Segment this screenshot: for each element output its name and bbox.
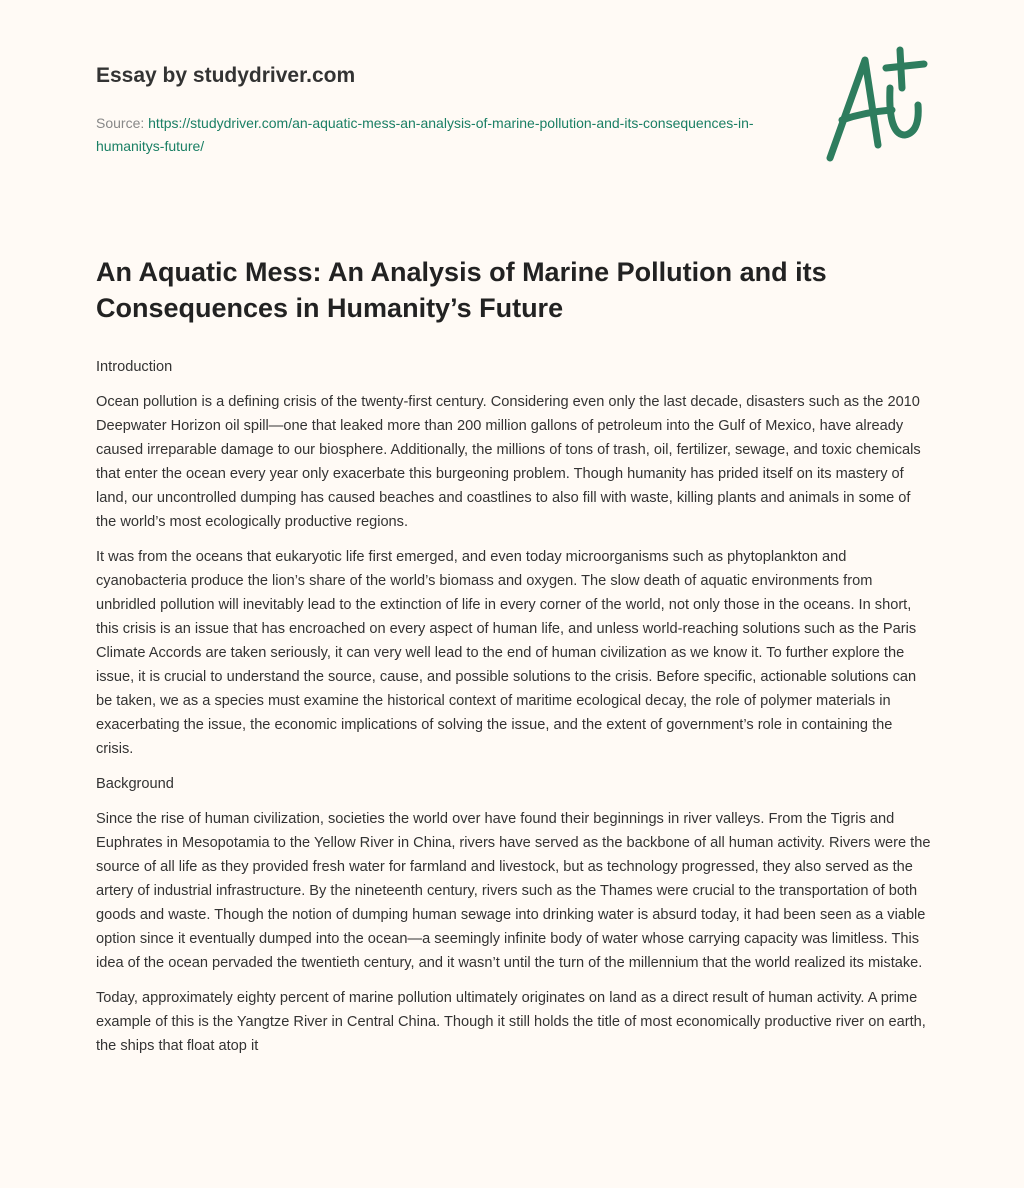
section-heading-background: Background — [96, 776, 174, 792]
source-label: Source: — [96, 115, 149, 131]
site-brand: Essay by studydriver.com — [96, 64, 356, 87]
paragraph: It was from the oceans that eukaryotic life first emerged, and even today microorganisms such as phytoplankton and cyanobacteria produce the lion’s share of the world’s biomass and oxygen. The slow death of aquatic environments from unbridled pollution will inevitably lead to the extinction of life in every corner of the world, not only those in the oceans. In short, this crisis is an issue that has encroached on every aspect of human life, and unless world-reaching solutions such as the Paris Climate Accords are taken seriously, it can very well lead to the end of human civilization as we know it. To further explore the issue, it is crucial to understand the source, cause, and possible solutions to the crisis. Before specific, actionable solutions can be taken, we as a species must examine the historical context of maritime ecological decay, the role of polymer materials in exacerbating the issue, the economic implications of solving the issue, and the extent of government’s role in containing the crisis. — [96, 549, 917, 757]
paragraph: Today, approximately eighty percent of marine pollution ultimately originates on land as a direct result of human activity. A prime example of this is the Yangtze River in Central China. Though it still holds the title of most economically productive river on earth, the ships that float atop it — [96, 990, 926, 1054]
source-line — [96, 112, 756, 158]
essay-title: An Aquatic Mess: An Analysis of Marine Pollution and its Consequences in Humanity’s Future — [96, 257, 827, 323]
section-heading-introduction: Introduction — [96, 359, 173, 375]
a-plus-logo — [820, 40, 930, 165]
source-link[interactable]: https://studydriver.com/an-aquatic-mess-an-analysis-of-marine-pollution-and-its-consequences-in-humanitys-future/ — [96, 115, 754, 154]
essay-body — [96, 355, 932, 1069]
paragraph: Since the rise of human civilization, societies the world over have found their beginnings in river valleys. From the Tigris and Euphrates in Mesopotamia to the Yellow River in China, rivers have served as the backbone of all human activity. Rivers were the source of all life as they provided fresh water for farmland and livestock, but as technology progressed, they also served as the artery of industrial infrastructure. By the nineteenth century, rivers such as the Thames were crucial to the transportation of both goods and waste. Though the notion of dumping human sewage into drinking water is absurd today, it had been seen as a viable option since it eventually dumped into the ocean—a seemingly infinite body of water whose carrying capacity was limitless. This idea of the ocean pervaded the twentieth century, and it wasn’t until the turn of the millennium that the world realized its mistake. — [96, 811, 931, 971]
paragraph: Ocean pollution is a defining crisis of the twenty-first century. Considering even only the last decade, disasters such as the 2010 Deepwater Horizon oil spill—one that leaked more than 200 million gallons of petroleum into the Gulf of Mexico, have already caused irreparable damage to our biosphere. Additionally, the millions of tons of trash, oil, fertilizer, sewage, and toxic chemicals that enter the ocean every year only exacerbate this burgeoning problem. Though humanity has prided itself on its mastery of land, our uncontrolled dumping has caused beaches and coastlines to also fill with waste, killing plants and animals in some of the world’s most ecologically productive regions. — [96, 394, 921, 530]
